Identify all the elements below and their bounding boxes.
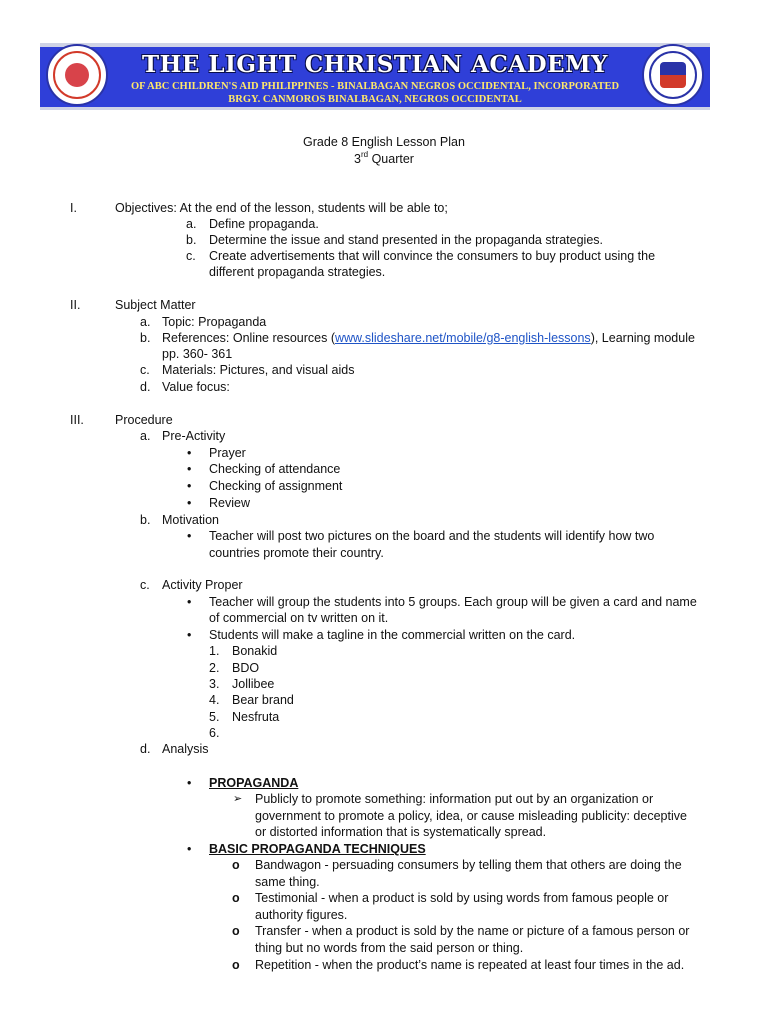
references-link[interactable]: www.slideshare.net/mobile/g8-english-lessons <box>335 331 591 345</box>
section-1-number: I. <box>70 201 77 215</box>
subject-references: References: Online resources (www.slideshare.net/mobile/g8-english-lessons), Learning module <box>162 331 695 345</box>
propaganda-heading: PROPAGANDA <box>209 776 299 790</box>
technique-continued: authority figures. <box>255 908 348 922</box>
subject-references-continued: pp. 360- 361 <box>162 347 233 361</box>
school-seal-icon <box>46 44 108 106</box>
school-name: THE LIGHT CHRISTIAN ACADEMY <box>142 51 608 78</box>
procedure-marker: c. <box>140 578 150 592</box>
section-2-number: II. <box>70 298 81 312</box>
subject-topic: Topic: Propaganda <box>162 315 267 329</box>
objective-marker: b. <box>186 233 197 247</box>
subject-value-focus: Value focus: <box>162 380 230 394</box>
subject-marker: d. <box>140 380 151 394</box>
brand-number: 3. <box>209 677 220 691</box>
technique-bandwagon: Bandwagon - persuading consumers by telling them that others are doing the <box>255 858 682 872</box>
circle-bullet-icon: o <box>232 924 240 938</box>
bullet-icon: • <box>187 842 192 856</box>
technique-transfer: Transfer - when a product is sold by the name or picture of a famous person or <box>255 924 690 938</box>
techniques-heading: BASIC PROPAGANDA TECHNIQUES <box>209 842 426 856</box>
brand-number: 6. <box>209 726 220 740</box>
bullet-icon: • <box>187 529 192 543</box>
activity-item: Teacher will group the students into 5 groups. Each group will be given a card and name <box>209 595 697 609</box>
propaganda-definition: or distorted information that is systematically spread. <box>255 825 547 839</box>
brand-number: 5. <box>209 710 220 724</box>
propaganda-definition: Publicly to promote something: information put out by an organization or <box>255 792 654 806</box>
bullet-icon: • <box>187 462 192 476</box>
procedure-pre-activity: Pre-Activity <box>162 429 226 443</box>
technique-repetition: Repetition - when the product’s name is repeated at least four times in the ad. <box>255 958 685 972</box>
circle-bullet-icon: o <box>232 958 240 972</box>
pre-activity-item: Review <box>209 496 250 510</box>
bullet-icon: • <box>187 496 192 510</box>
subject-marker: b. <box>140 331 151 345</box>
school-subtitle-1: OF ABC CHILDREN'S AID PHILIPPINES - BINALBAGAN NEGROS OCCIDENTAL, INCORPORATED <box>130 81 620 92</box>
objective-item: Create advertisements that will convince the consumers to buy product using the <box>209 249 656 263</box>
bullet-icon: • <box>187 628 192 642</box>
objective-item-continued: different propaganda strategies. <box>209 265 386 279</box>
procedure-activity-proper: Activity Proper <box>162 578 243 592</box>
objective-marker: a. <box>186 217 197 231</box>
bullet-icon: • <box>187 595 192 609</box>
pre-activity-item: Prayer <box>209 446 246 460</box>
section-2-heading: Subject Matter <box>115 298 196 312</box>
procedure-marker: b. <box>140 513 151 527</box>
brand-number: 1. <box>209 644 220 658</box>
activity-item: Students will make a tagline in the commercial written on the card. <box>209 628 576 642</box>
procedure-marker: d. <box>140 742 151 756</box>
brand-item: Bear brand <box>232 693 294 707</box>
brand-item: Bonakid <box>232 644 278 658</box>
technique-continued: thing but no words from the said person or thing. <box>255 941 524 955</box>
section-3-heading: Procedure <box>115 413 173 427</box>
school-header-banner <box>40 43 710 110</box>
school-address: BRGY. CANMOROS BINALBAGAN, NEGROS OCCIDENTAL <box>228 94 522 105</box>
section-3-number: III. <box>70 413 84 427</box>
objective-item: Define propaganda. <box>209 217 319 231</box>
subject-marker: c. <box>140 363 150 377</box>
pre-activity-item: Checking of assignment <box>209 479 343 493</box>
document-quarter: 3rd Quarter <box>354 149 414 166</box>
deped-seal-icon <box>642 44 704 106</box>
procedure-marker: a. <box>140 429 151 443</box>
procedure-motivation: Motivation <box>162 513 219 527</box>
pre-activity-item: Checking of attendance <box>209 462 341 476</box>
procedure-analysis: Analysis <box>162 742 209 756</box>
propaganda-definition: government to promote a policy, idea, or cause misleading publicity: deceptive <box>255 809 687 823</box>
brand-item: Nesfruta <box>232 710 280 724</box>
technique-testimonial: Testimonial - when a product is sold by using words from famous people or <box>255 891 669 905</box>
circle-bullet-icon: o <box>232 858 240 872</box>
bullet-icon: • <box>187 446 192 460</box>
brand-number: 4. <box>209 693 220 707</box>
bullet-icon: • <box>187 776 192 790</box>
brand-item: Jollibee <box>232 677 275 691</box>
brand-number: 2. <box>209 661 220 675</box>
motivation-item-continued: countries promote their country. <box>209 546 384 560</box>
brand-item: BDO <box>232 661 260 675</box>
subject-materials: Materials: Pictures, and visual aids <box>162 363 355 377</box>
circle-bullet-icon: o <box>232 891 240 905</box>
subject-marker: a. <box>140 315 151 329</box>
activity-item-continued: of commercial on tv written on it. <box>209 611 389 625</box>
bullet-icon: • <box>187 479 192 493</box>
arrow-bullet-icon: ➢ <box>233 793 243 805</box>
motivation-item: Teacher will post two pictures on the board and the students will identify how two <box>209 529 655 543</box>
objective-item: Determine the issue and stand presented in the propaganda strategies. <box>209 233 604 247</box>
objective-marker: c. <box>186 249 196 263</box>
section-1-heading: Objectives: At the end of the lesson, students will be able to; <box>115 201 448 215</box>
document-title: Grade 8 English Lesson Plan <box>303 135 465 149</box>
technique-continued: same thing. <box>255 875 320 889</box>
